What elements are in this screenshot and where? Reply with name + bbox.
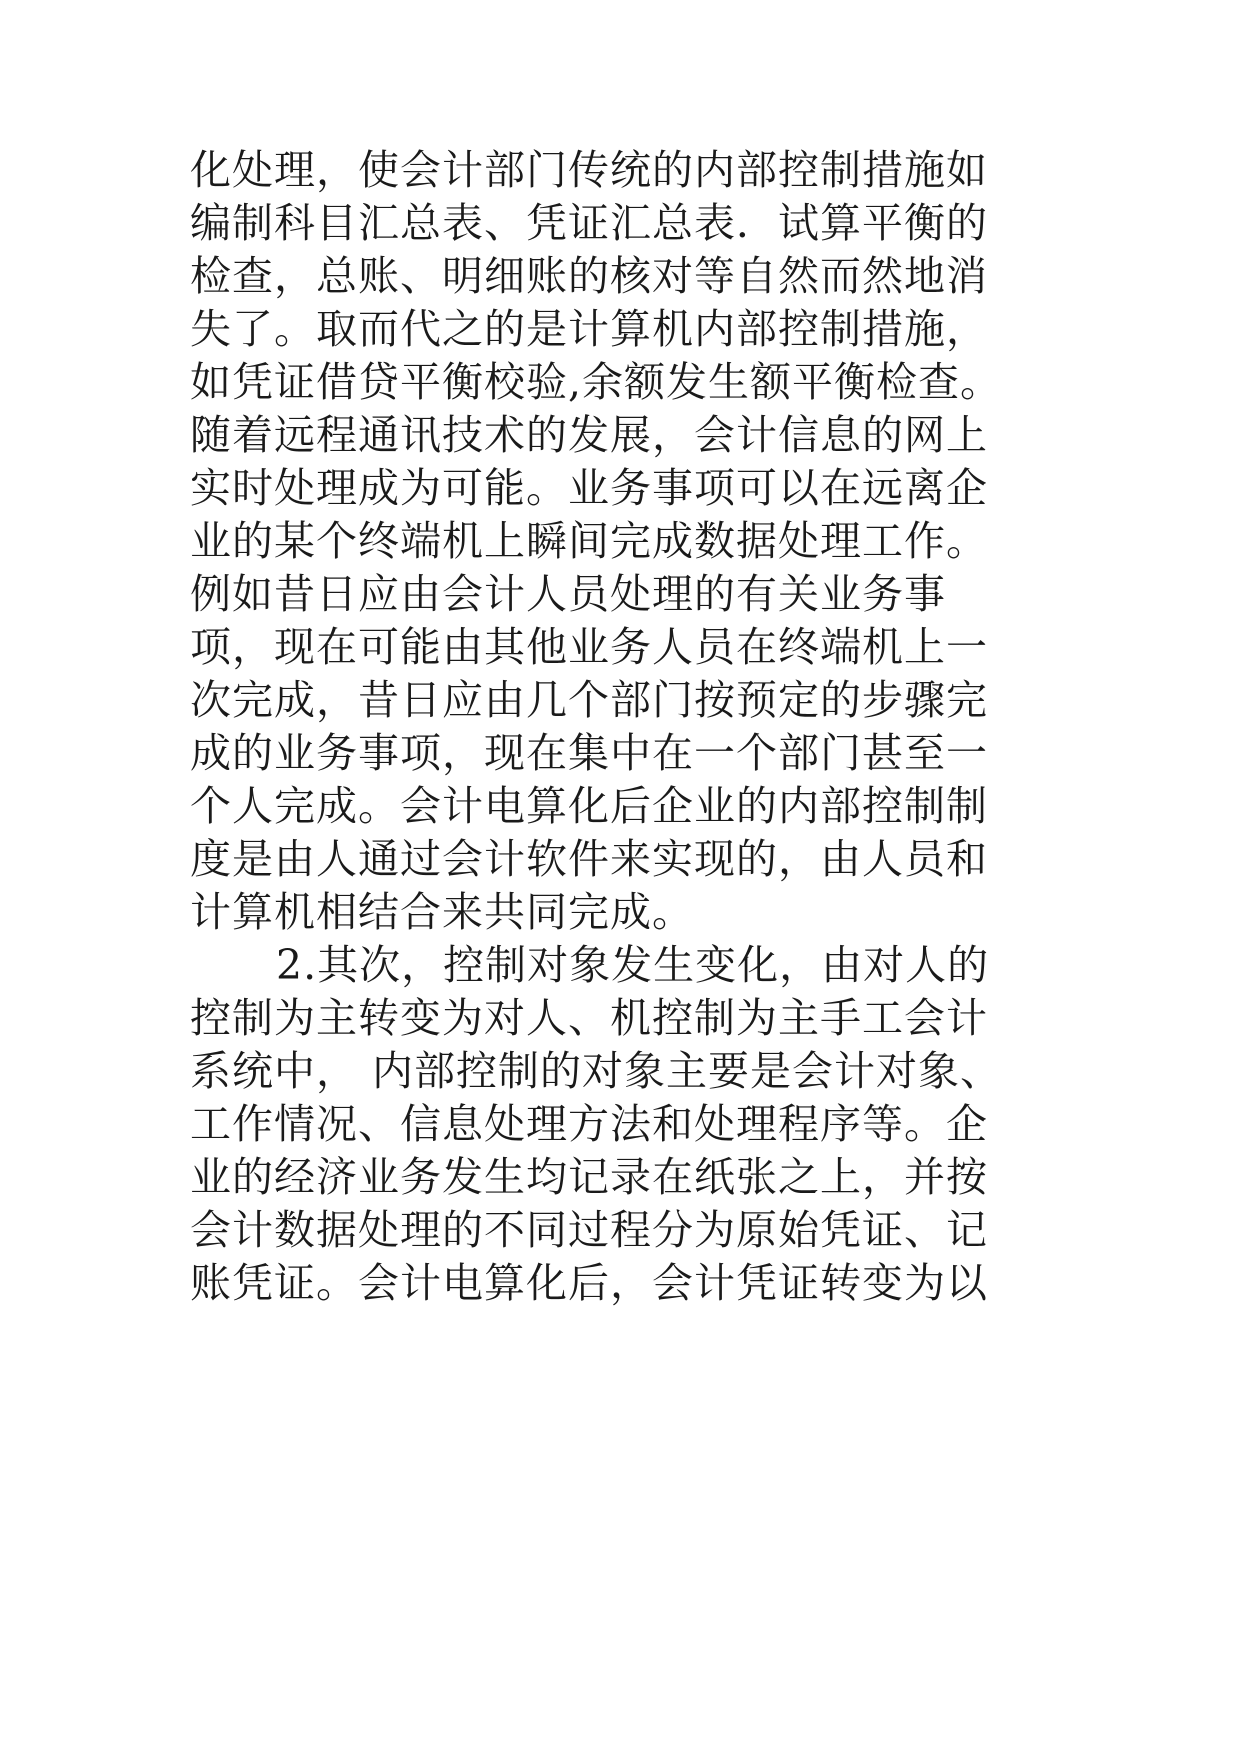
text-line: 系统中， 内部控制的对象主要是会计对象、 [190,1047,1003,1095]
text-line: 次完成，昔日应由几个部门按预定的步骤完 [190,676,988,724]
text-line: 计算机相结合来共同完成。 [190,888,694,936]
text-line: 业的经济业务发生均记录在纸张之上，并按 [190,1153,988,1201]
text-line: 如凭证借贷平衡校验,余额发生额平衡检查。 [190,358,1003,406]
text-line: 化处理，使会计部门传统的内部控制措施如 [190,146,988,194]
text-line: 账凭证。会计电算化后，会计凭证转变为以 [190,1259,988,1307]
text-line: 业的某个终端机上瞬间完成数据处理工作。 [190,517,988,565]
text-line: 工作情况、信息处理方法和处理程序等。企 [190,1100,988,1148]
text-line: 度是由人通过会计软件来实现的，由人员和 [190,835,988,883]
text-line-indented: 2.其次，控制对象发生变化，由对人的 [276,941,990,989]
text-line: 检查，总账、明细账的核对等自然而然地消 [190,252,988,300]
text-line: 实时处理成为可能。业务事项可以在远离企 [190,464,988,512]
text-line: 失了。取而代之的是计算机内部控制措施， [190,305,988,353]
text-line: 例如昔日应由会计人员处理的有关业务事 [190,570,946,618]
text-line: 会计数据处理的不同过程分为原始凭证、记 [190,1206,988,1254]
text-line: 成的业务事项，现在集中在一个部门甚至一 [190,729,988,777]
text-line: 项，现在可能由其他业务人员在终端机上一 [190,623,988,671]
text-line: 个人完成。会计电算化后企业的内部控制制 [190,782,988,830]
text-line: 控制为主转变为对人、机控制为主手工会计 [190,994,988,1042]
text-line: 随着远程通讯技术的发展，会计信息的网上 [190,411,988,459]
text-line: 编制科目汇总表、凭证汇总表．试算平衡的 [190,199,988,247]
